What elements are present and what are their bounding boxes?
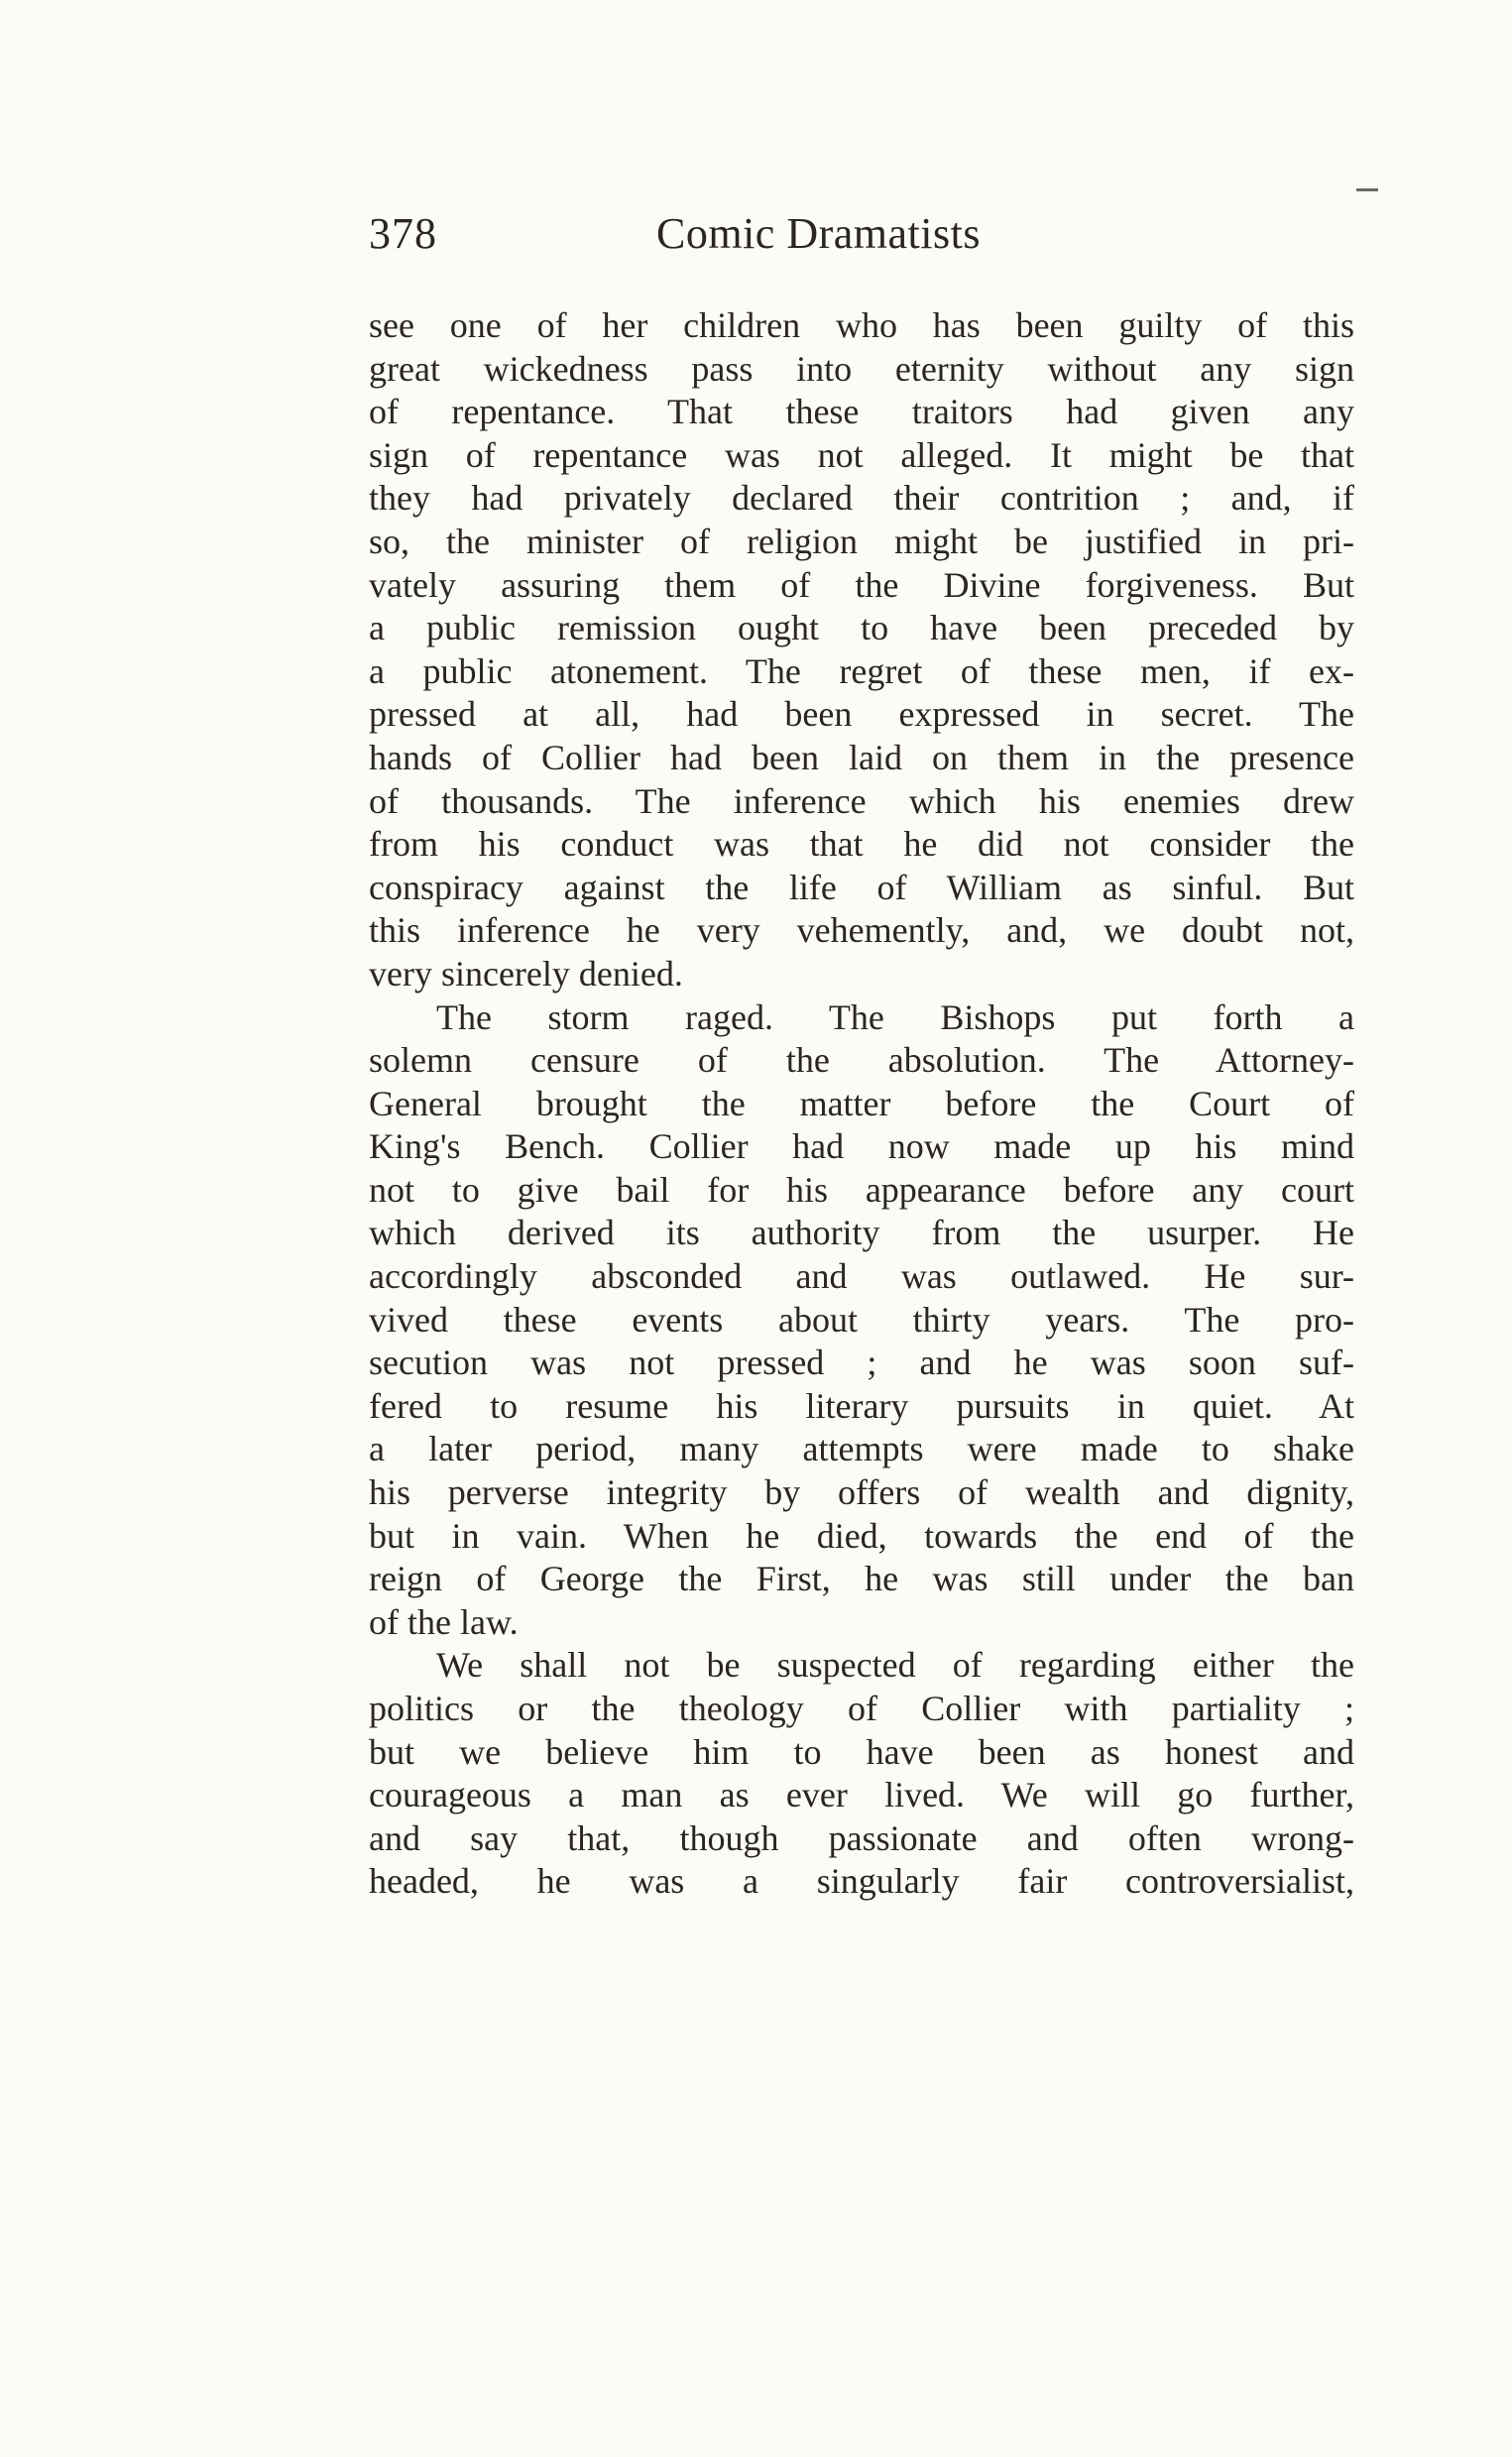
text-line: a public remission ought to have been preceded by [369,608,1354,648]
text-line: a public atonement. The regret of these men, if ex- [369,650,1354,691]
text-line: this inference he very vehemently, and, we doubt not, [369,910,1354,951]
page-edge-mark [1356,188,1378,191]
text-line: General brought the matter before the Court of [369,1083,1354,1123]
paragraph-end-line: very sincerely denied. [369,953,683,994]
text-line: pressed at all, had been expressed in secret. The [369,694,1354,735]
text-line: so, the minister of religion might be justified in pri- [369,521,1354,561]
text-line: not to give bail for his appearance before any court [369,1169,1354,1210]
paragraph-start-line: We shall not be suspected of regarding either the [436,1645,1354,1686]
text-line: they had privately declared their contrition ; and, if [369,478,1354,519]
text-line: fered to resume his literary pursuits in quiet. At [369,1385,1354,1426]
text-line: great wickedness pass into eternity without any sign [369,348,1354,389]
text-line: politics or the theology of Collier with partiality ; [369,1689,1354,1728]
text-line: of repentance. That these traitors had given any [369,392,1354,432]
text-line: of thousands. The inference which his enemies drew [369,780,1354,821]
text-line: reign of George the First, he was still under the ban [369,1559,1354,1599]
text-line: from his conduct was that he did not consider the [369,824,1354,865]
page-number: 378 [369,209,437,258]
text-line: secution was not pressed ; and he was soon suf- [369,1343,1354,1383]
text-line: sign of repentance was not alleged. It might be that [369,434,1354,475]
paragraph-start-line: The storm raged. The Bishops put forth a [436,996,1354,1037]
text-line: vived these events about thirty years. The pro- [369,1299,1354,1340]
text-line: see one of her children who has been guilty of this [369,305,1354,345]
text-line: his perverse integrity by offers of wealth and dignity, [369,1472,1354,1513]
running-title: Comic Dramatists [656,209,981,258]
text-line: vately assuring them of the Divine forgiveness. But [369,564,1354,605]
text-line: courageous a man as ever lived. We will go further, [369,1775,1354,1815]
text-line: a later period, many attempts were made to shake [369,1429,1354,1469]
paragraph-end-line: of the law. [369,1601,519,1642]
text-line: headed, he was a singularly fair controversialist, [369,1861,1354,1902]
body-text [369,304,1354,1904]
text-line: accordingly absconded and was outlawed. He sur- [369,1256,1354,1297]
text-line: which derived its authority from the usurper. He [369,1213,1354,1253]
text-line: hands of Collier had been laid on them in the presence [369,737,1354,777]
text-line: solemn censure of the absolution. The Attorney- [369,1040,1354,1081]
page-header [369,208,1354,268]
text-line: and say that, though passionate and often wrong- [369,1817,1354,1858]
text-line: conspiracy against the life of William as sinful. But [369,867,1354,907]
text-line: King's Bench. Collier had now made up his mind [369,1126,1354,1167]
text-line: but we believe him to have been as honest and [369,1731,1354,1772]
text-line: but in vain. When he died, towards the end of the [369,1515,1354,1556]
